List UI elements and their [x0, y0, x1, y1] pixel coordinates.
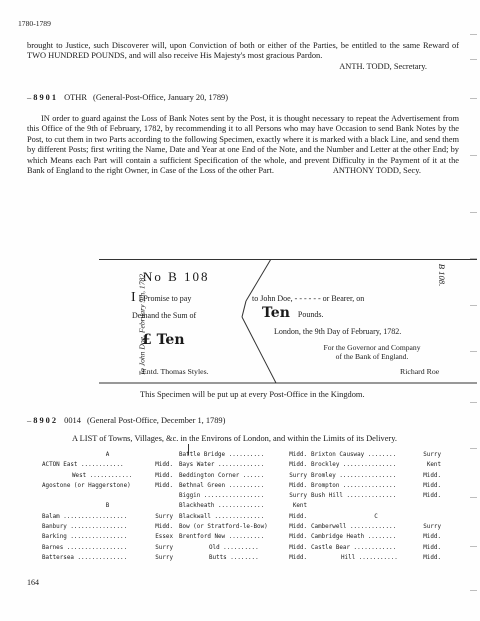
- town-row: [179, 513, 307, 523]
- town-row: [42, 554, 173, 564]
- margin-mark: [470, 59, 477, 60]
- banknote-specimen: [99, 259, 477, 384]
- town-row: [42, 523, 173, 533]
- town-name: Hill ...........: [341, 554, 398, 561]
- town-row: [42, 482, 173, 492]
- town-county: Midd.: [289, 524, 307, 531]
- town-county: Surry: [155, 544, 173, 551]
- town-name: Battersea ..............: [42, 554, 128, 561]
- town-county: Midd.: [289, 534, 307, 541]
- town-name: Barnes .................: [42, 544, 128, 551]
- note-sum-word: Ten: [262, 305, 290, 321]
- town-row: [42, 492, 173, 502]
- town-name: Beddington Corner ......: [179, 472, 265, 479]
- town-county: Midd.: [423, 554, 441, 561]
- town-name: Blackheath .............: [179, 503, 265, 510]
- town-row: [42, 451, 173, 461]
- note-vertical-date: To John Doe, February 9th, 1782.: [137, 272, 147, 376]
- margin-mark: [470, 305, 477, 306]
- note-pounds-word: Pounds.: [297, 310, 324, 319]
- town-county: Midd.: [289, 544, 307, 551]
- town-row: [311, 472, 441, 482]
- town-county: Midd.: [289, 554, 307, 561]
- town-county: Midd.: [289, 513, 307, 520]
- note-place-date: London, the 9th Day of February, 1782.: [274, 327, 402, 336]
- town-name: Biggin .................: [179, 493, 265, 500]
- margin-mark: [470, 155, 477, 156]
- margin-mark: [470, 98, 477, 99]
- town-row: [311, 451, 441, 461]
- town-name: Bethnal Green ..........: [179, 482, 265, 489]
- note-vertical-number: B 108.: [437, 263, 447, 287]
- town-county: Midd.: [155, 472, 173, 479]
- town-county: Kent: [426, 462, 441, 469]
- entry-8902-header: – 8902 0014 (General Post-Office, December 1, 1789): [27, 416, 226, 425]
- margin-mark: [470, 351, 477, 352]
- town-row: [179, 533, 307, 543]
- town-county: Surry: [423, 452, 441, 458]
- town-county: Midd.: [423, 482, 441, 489]
- town-name: ACTON East ............: [42, 462, 124, 469]
- letter-heading: C: [374, 513, 378, 520]
- town-county: Kent: [292, 503, 307, 510]
- note-serial-number: No B 108: [143, 269, 210, 284]
- town-row: [179, 544, 307, 554]
- town-name: Battle Bridge ..........: [179, 452, 265, 458]
- town-county: Midd.: [423, 534, 441, 541]
- margin-mark: [470, 546, 477, 547]
- margin-mark: [470, 402, 477, 403]
- entry-8901-body: IN order to guard against the Loss of Bank Notes sent by the Post, it is thought necessary to repeat the Advertisement from this Office of the 9th of February, 1782, by recommending it to all Persons who may have Occasion to send Bank Notes by the Post, to cut them in two Parts according to the following Specimen, exactly where it is marked with a black Line, and send them by different Posts; first writing the Name, Date and Year at one End of the Note, and the Number and Letter at the other End; by which Means each Part will contain a sufficient Specification of the whole, and prevent Difficulty in the Payment of it at the Bank of England to the right Owner, in Case of the Loss of the other Part.: [27, 114, 459, 176]
- town-name: Balam ..................: [42, 513, 128, 520]
- town-name: West ............: [72, 472, 133, 479]
- continuation-paragraph: [27, 41, 459, 62]
- town-row: [311, 502, 441, 512]
- margin-mark: [470, 212, 477, 213]
- towns-column-3: [311, 451, 441, 564]
- town-row: [42, 472, 173, 482]
- town-name: Bromley ................: [311, 472, 397, 479]
- entry-number: 8901: [33, 93, 59, 102]
- town-name: Cambridge Heath ........: [311, 534, 397, 541]
- margin-mark: [470, 258, 477, 259]
- town-county: Midd.: [155, 462, 173, 469]
- town-county: Midd.: [289, 462, 307, 469]
- note-cashier-signature: Richard Roe: [400, 367, 440, 376]
- town-county: Midd.: [289, 452, 307, 458]
- town-row: [42, 513, 173, 523]
- town-name: Bush Hill ..............: [311, 493, 397, 500]
- margin-mark: [470, 590, 477, 591]
- town-name: Butts ........: [209, 554, 259, 561]
- town-name: Castle Bear ............: [311, 544, 397, 551]
- town-name: Brentford New ..........: [179, 534, 265, 541]
- margin-mark: [470, 448, 477, 449]
- town-name: Bays Water .............: [179, 462, 265, 469]
- town-row: [179, 451, 307, 461]
- note-amount: £ Ten: [142, 332, 185, 348]
- entry-source: (General-Post-Office, January 20, 1789): [93, 93, 228, 102]
- town-county: Surry: [289, 472, 307, 479]
- town-row: [311, 544, 441, 554]
- town-county: Surry: [289, 493, 307, 500]
- note-demand: Demand the Sum of: [132, 311, 197, 320]
- town-name: Blackwall ..............: [179, 513, 265, 520]
- cut-line-lower: [242, 317, 276, 383]
- town-row: [311, 482, 441, 492]
- towns-list-heading: A LIST of Towns, Villages, &c. in the Environs of London, and within the Limits of its Delivery.: [72, 434, 397, 443]
- town-name: Brompton ...............: [311, 482, 397, 489]
- town-row: [179, 523, 307, 533]
- margin-mark: [470, 34, 477, 35]
- town-county: Midd.: [155, 482, 173, 489]
- town-county: Surry: [155, 554, 173, 561]
- town-row: [179, 502, 307, 512]
- town-row: [311, 461, 441, 471]
- letter-heading: B: [105, 503, 110, 510]
- town-row: [179, 554, 307, 564]
- town-name: Brixton Causway ........: [311, 452, 397, 458]
- town-row: [42, 502, 173, 512]
- cut-line-middle: [242, 301, 246, 317]
- town-county: Midd.: [155, 524, 173, 531]
- town-name: Camberwell .............: [311, 524, 397, 531]
- town-name: Barking ................: [42, 534, 128, 541]
- town-county: Surry: [423, 524, 441, 531]
- town-row: [179, 472, 307, 482]
- town-row: [311, 533, 441, 543]
- town-county: Midd.: [423, 472, 441, 479]
- town-name: Banbury ................: [42, 524, 128, 531]
- town-row: [179, 461, 307, 471]
- continuation-signature: ANTH. TODD, Secretary.: [339, 62, 427, 71]
- continuation-text: brought to Justice, such Discoverer will, upon Conviction of both or either of the Parties, be entitled to the same Reward of TWO HUNDRED POUNDS, and will also receive His Majesty's most gracious Pardon.: [27, 41, 459, 61]
- town-name: Agostone (or Haggerstone): [42, 482, 131, 489]
- letter-heading: A: [105, 452, 110, 458]
- entry-8901-signature: ANTHONY TODD, Secy.: [332, 166, 421, 175]
- entry-source: (General Post-Office, December 1, 1789): [86, 416, 226, 425]
- margin-mark: [470, 497, 477, 498]
- town-row: [311, 554, 441, 564]
- towns-column-2: [179, 451, 307, 564]
- town-row: [311, 492, 441, 502]
- entry-8901-header: – 8901 OTHR (General-Post-Office, January 20, 1789): [27, 93, 228, 102]
- town-row: [311, 523, 441, 533]
- town-county: Midd.: [423, 544, 441, 551]
- note-entered-by: Entd. Thomas Styles.: [142, 367, 209, 376]
- page-number: 164: [27, 578, 39, 587]
- town-row: [42, 544, 173, 554]
- note-governor-block: For the Governor and Company of the Bank of England.: [323, 343, 421, 361]
- towns-column-1: [42, 451, 173, 564]
- town-name: Old ..........: [209, 544, 259, 551]
- entry-code: 0014: [64, 416, 81, 425]
- entry-number: 8902: [33, 416, 59, 425]
- town-county: Midd.: [289, 482, 307, 489]
- entry-code: OTHR: [64, 93, 87, 102]
- town-row: [311, 513, 441, 523]
- town-name: Bow (or Stratford-le-Bow): [179, 524, 268, 531]
- town-row: [42, 533, 173, 543]
- specimen-caption: This Specimen will be put up at every Post-Office in the Kingdom.: [140, 390, 365, 399]
- town-row: [42, 461, 173, 471]
- town-row: [179, 492, 307, 502]
- note-promise: I I Promise to pay: [131, 290, 192, 305]
- running-header-year: 1780-1789: [18, 19, 51, 28]
- town-name: Brockley ...............: [311, 462, 397, 469]
- town-county: Essex: [155, 534, 173, 541]
- town-row: [179, 482, 307, 492]
- note-sum-line: [262, 305, 323, 321]
- town-county: Surry: [155, 513, 173, 520]
- town-county: Midd.: [423, 493, 441, 500]
- note-payee: to John Doe, - - - - - - or Bearer, on: [252, 294, 365, 303]
